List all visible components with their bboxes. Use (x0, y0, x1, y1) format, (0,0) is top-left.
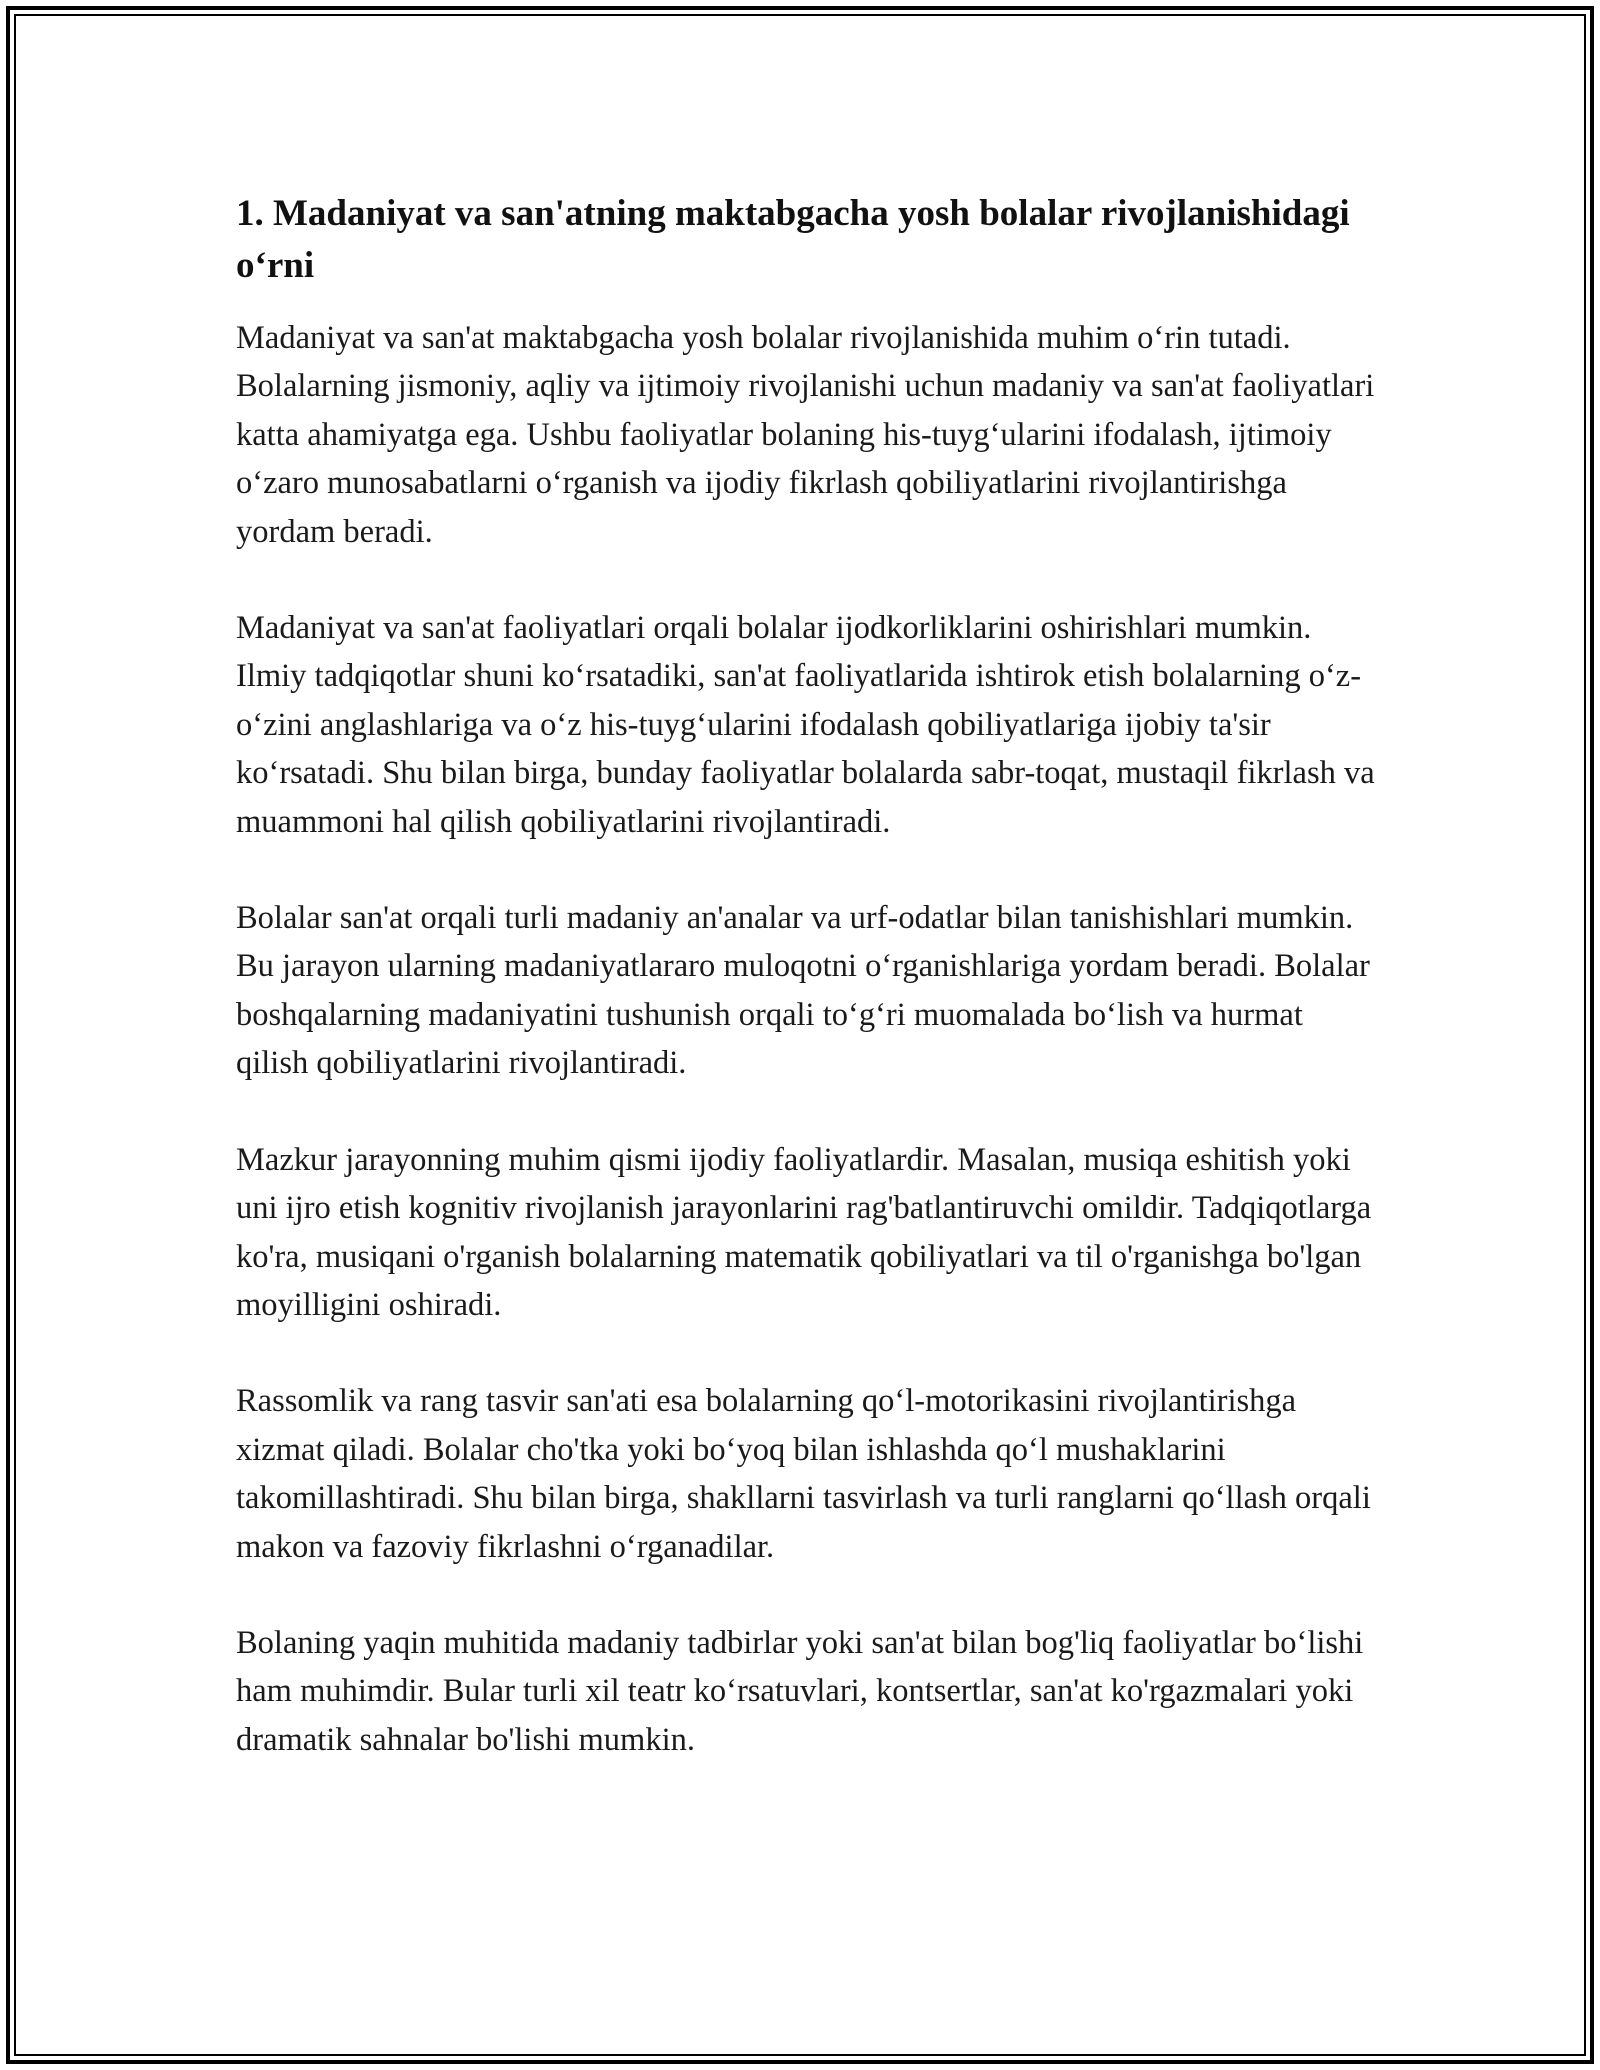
paragraph-1: Madaniyat va san'at maktabgacha yosh bolalar rivojlanishida muhim o‘rin tutadi. Bolalarning jismoniy, aqliy va ijtimoiy rivojlanishi uchun madaniy va san'at faoliyatlari katta ahamiyatga ega. Ushbu faoliyatlar bolaning his-tuyg‘ularini ifodalash, ijtimoiy o‘zaro munosabatlarni o‘rganish va ijodiy fikrlash qobiliyatlarini rivojlantirishga yordam beradi. (236, 320, 1375, 550)
paragraph-2: Madaniyat va san'at faoliyatlari orqali bolalar ijodkorliklarini oshirishlari mumkin. Ilmiy tadqiqotlar shuni ko‘rsatadiki, san'at faoliyatlarida ishtirok etish bolalarning o‘z-o‘zini anglashlariga va o‘z his-tuyg‘ularini ifodalash qobiliyatlariga ijobiy ta'sir ko‘rsatadi. Shu bilan birga, bunday faoliyatlar bolalarda sabr-toqat, mustaqil fikrlash va muammoni hal qilish qobiliyatlarini rivojlantiradi. (236, 610, 1375, 840)
paragraph-4: Mazkur jarayonning muhim qismi ijodiy faoliyatlardir. Masalan, musiqa eshitish yoki uni ijro etish kognitiv rivojlanish jarayonlarini rag'batlantiruvchi omildir. Tadqiqotlarga ko'ra, musiqani o'rganish bolalarning matematik qobiliyatlari va til o'rganishga bo'lgan moyilligini oshiradi. (236, 1141, 1372, 1323)
paragraph-3: Bolalar san'at orqali turli madaniy an'analar va urf-odatlar bilan tanishishlari mumkin. Bu jarayon ularning madaniyatlararo muloqotni o‘rganishlariga yordam beradi. Bolalar boshqalarning madaniyatini tushunish orqali to‘g‘ri muomalada bo‘lish va hurmat qilish qobiliyatlarini rivojlantiradi. (236, 900, 1370, 1082)
document-body (236, 188, 1376, 1812)
paragraph-6: Bolaning yaqin muhitida madaniy tadbirlar yoki san'at bilan bog'liq faoliyatlar bo‘lishi ham muhimdir. Bular turli xil teatr ko‘rsatuvlari, kontsertlar, san'at ko'rgazmalari yoki dramatik sahnalar bo'lishi mumkin. (236, 1624, 1364, 1758)
paragraph-5: Rassomlik va rang tasvir san'ati esa bolalarning qo‘l-motorikasini rivojlantirishga xizmat qiladi. Bolalar cho'tka yoki bo‘yoq bilan ishlashda qo‘l mushaklarini takomillashtiradi. Shu bilan birga, shakllarni tasvirlash va turli ranglarni qo‘llash orqali makon va fazoviy fikrlashni o‘rganadilar. (236, 1383, 1371, 1565)
section-heading: 1. Madaniyat va san'atning maktabgacha yosh bolalar rivojlanishidagi o‘rni (236, 193, 1350, 286)
